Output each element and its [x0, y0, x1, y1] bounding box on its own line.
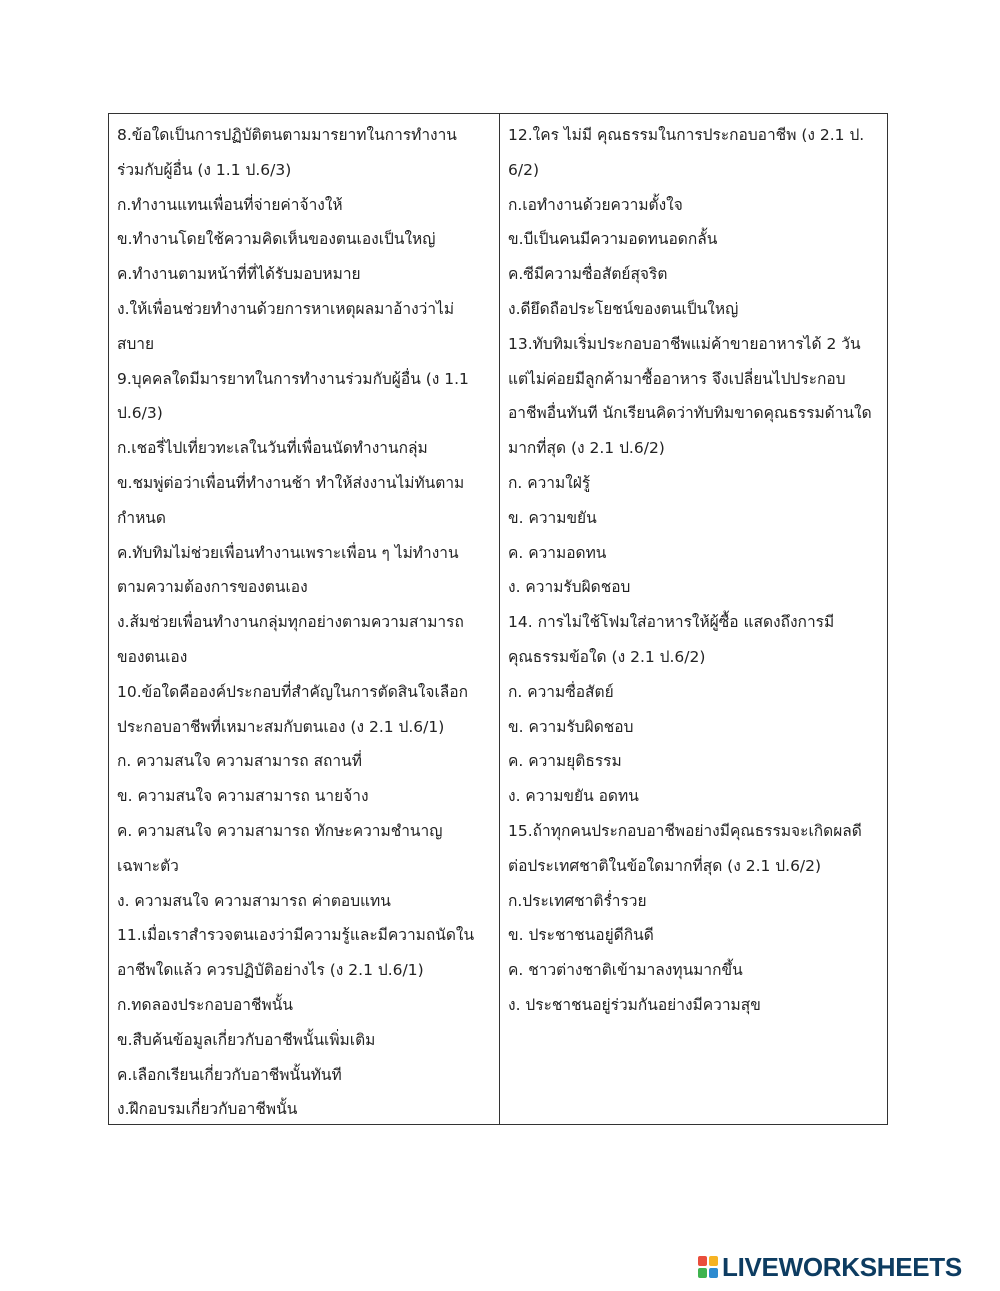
left-column-line: 11.เมื่อเราสำรวจตนเองว่ามีความรู้และมีความถนัดใน — [117, 926, 475, 945]
right-column-line: 12.ใคร ไม่มี คุณธรรมในการประกอบอาชีพ (ง 2.1 ป. — [508, 126, 865, 144]
left-column-line: ก. ความสนใจ ความสามารถ สถานที่ — [117, 752, 362, 771]
right-column-line: ค. ชาวต่างชาติเข้ามาลงทุนมากขึ้น — [508, 961, 743, 980]
left-column-line: ค. ความสนใจ ความสามารถ ทักษะความชำนาญ — [117, 821, 443, 840]
right-column-line: ก.เอทำงานด้วยความตั้งใจ — [508, 195, 683, 214]
right-column-line: 6/2) — [508, 160, 539, 179]
left-column-line: ข.ทำงานโดยใช้ความคิดเห็นของตนเองเป็นใหญ่ — [117, 230, 436, 249]
right-column-line: 15.ถ้าทุกคนประกอบอาชีพอย่างมีคุณธรรมจะเกิดผลดี — [508, 821, 862, 840]
right-column-line: 14. การไม่ใช้โฟมใส่อาหารให้ผู้ซื้อ แสดงถึงการมี — [508, 613, 835, 632]
left-column-line: 8.ข้อใดเป็นการปฏิบัติตนตามมารยาทในการทำงาน — [117, 126, 457, 144]
left-column-line: ก.ทดลองประกอบอาชีพนั้น — [117, 995, 293, 1014]
left-column-line: ป.6/3) — [117, 404, 163, 423]
left-column-line: ง.ฝึกอบรมเกี่ยวกับอาชีพนั้น — [117, 1100, 298, 1119]
right-column-line: แต่ไม่ค่อยมีลูกค้ามาซื้ออาหาร จึงเปลี่ยนไปประกอบ — [508, 369, 846, 388]
left-column-line: ก.ทำงานแทนเพื่อนที่จ่ายค่าจ้างให้ — [117, 195, 343, 214]
logo-square-green — [698, 1268, 707, 1278]
left-column-line: อาชีพใดแล้ว ควรปฏิบัติอย่างไร (ง 2.1 ป.6/1) — [117, 961, 424, 980]
right-column-line: มากที่สุด (ง 2.1 ป.6/2) — [508, 439, 665, 458]
left-column-line: ข. ความสนใจ ความสามารถ นายจ้าง — [117, 787, 369, 806]
left-column-line: ข.ชมพู่ต่อว่าเพื่อนที่ทำงานช้า ทำให้ส่งงานไม่ทันตาม — [117, 473, 465, 492]
right-column-line: ข.บีเป็นคนมีความอดทนอดกลั้น — [508, 230, 718, 249]
left-column-line: ค.เลือกเรียนเกี่ยวกับอาชีพนั้นทันที — [117, 1065, 342, 1084]
right-column-line: ข. ประชาชนอยู่ดีกินดี — [508, 926, 654, 945]
left-column-line: 9.บุคคลใดมีมารยาทในการทำงานร่วมกับผู้อื่น (ง 1.1 — [117, 369, 469, 388]
left-column-line: ง. ความสนใจ ความสามารถ ค่าตอบแทน — [117, 891, 391, 910]
left-column-line: ประกอบอาชีพที่เหมาะสมกับตนเอง (ง 2.1 ป.6/1) — [117, 717, 445, 736]
left-column-line: ก.เชอรี่ไปเที่ยวทะเลในวันที่เพื่อนนัดทำงานกลุ่ม — [117, 439, 428, 458]
right-column-line: ค. ความอดทน — [508, 543, 607, 562]
right-column-line: คุณธรรมข้อใด (ง 2.1 ป.6/2) — [508, 647, 706, 666]
logo-square-yellow — [709, 1256, 718, 1266]
left-column-line: ง.ให้เพื่อนช่วยทำงานด้วยการหาเหตุผลมาอ้างว่าไม่ — [117, 299, 455, 318]
right-column-line: ต่อประเทศชาติในข้อใดมากที่สุด (ง 2.1 ป.6/2) — [508, 856, 822, 875]
right-column-line: อาชีพอื่นทันที นักเรียนคิดว่าทับทิมขาดคุณธรรมด้านใด — [508, 404, 872, 423]
worksheet-table — [108, 113, 888, 1125]
left-column — [109, 114, 500, 1124]
right-column-line: ก. ความซื่อสัตย์ — [508, 682, 614, 701]
left-column-line: ข.สืบค้นข้อมูลเกี่ยวกับอาชีพนั้นเพิ่มเติม — [117, 1030, 376, 1049]
right-column-line: ง. ความรับผิดชอบ — [508, 578, 631, 597]
right-column-line: ค.ซีมีความซื่อสัตย์สุจริต — [508, 265, 668, 284]
logo-text: LIVEWORKSHEETS — [722, 1251, 962, 1282]
right-column-line: ง.ดียึดถือประโยชน์ของตนเป็นใหญ่ — [508, 299, 739, 318]
right-column-line: ค. ความยุติธรรม — [508, 752, 622, 771]
right-column-line: ข. ความขยัน — [508, 508, 597, 527]
right-column — [500, 114, 887, 1124]
right-column-line: ง. ความขยัน อดทน — [508, 787, 639, 806]
left-column-line: 10.ข้อใดคือองค์ประกอบที่สำคัญในการตัดสินใจเลือก — [117, 682, 468, 701]
left-column-line: ตามความต้องการของตนเอง — [117, 578, 308, 597]
left-column-line: กำหนด — [117, 508, 166, 527]
left-column-line: ของตนเอง — [117, 647, 188, 666]
left-column-line: ร่วมกับผู้อื่น (ง 1.1 ป.6/3) — [117, 160, 292, 179]
liveworksheets-logo[interactable] — [698, 1252, 962, 1282]
right-column-line: ก. ความใฝ่รู้ — [508, 473, 591, 492]
logo-mark-icon — [698, 1256, 718, 1278]
left-column-line: สบาย — [117, 334, 155, 353]
left-column-line: ง.ส้มช่วยเพื่อนทำงานกลุ่มทุกอย่างตามความสามารถ — [117, 613, 464, 632]
left-column-line: ค.ทำงานตามหน้าที่ที่ได้รับมอบหมาย — [117, 265, 361, 284]
logo-square-red — [698, 1256, 707, 1266]
left-column-line: เฉพาะตัว — [117, 856, 179, 875]
right-column-line: ข. ความรับผิดชอบ — [508, 717, 634, 736]
right-column-line: ง. ประชาชนอยู่ร่วมกันอย่างมีความสุข — [508, 995, 761, 1014]
right-column-line: 13.ทับทิมเริ่มประกอบอาชีพแม่ค้าขายอาหารได้ 2 วัน — [508, 334, 861, 353]
right-column-line: ก.ประเทศชาติร่ำรวย — [508, 891, 647, 910]
left-column-line: ค.ทับทิมไม่ช่วยเพื่อนทำงานเพราะเพื่อน ๆ ไม่ทำงาน — [117, 543, 459, 562]
logo-square-blue — [709, 1268, 718, 1278]
